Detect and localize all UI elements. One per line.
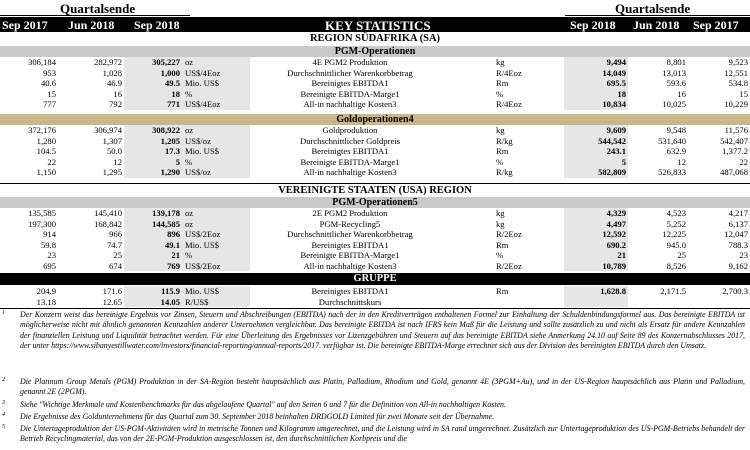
cell-ru [494,297,564,308]
cell-label: Goldproduktion [322,125,378,135]
cell-l2: 50.0 [106,146,122,156]
cell-r2: 4,523 [666,208,686,218]
cell-lu: oz [182,219,250,230]
cell-l2: 674 [109,260,122,271]
cell-lu: oz [182,208,250,219]
cell-l1: 22 [47,156,56,167]
table-row [0,229,750,240]
table-row [0,286,750,297]
cell-label: Durchschnittlicher Warenkorbbetrag [287,67,413,78]
quartalsende-right: Quartalsende [615,1,691,16]
cell-r3: 23 [739,250,748,260]
cell-l2: 306,974 [94,125,122,135]
table-row [0,136,750,147]
cell-ru: Rm [496,286,509,296]
table-row [0,250,750,261]
cell-lu: US$/2Eoz [182,229,250,240]
cell-l3: 21 [124,250,182,261]
cell-label: Durchschnittlicher Goldpreis [300,135,400,146]
cell-lu: Mio. US$ [182,78,250,89]
spacer-cell [450,286,494,297]
cell-lu: R/US$ [182,297,250,308]
cell-lu: US$/4Eoz [182,99,250,110]
cell-l1: 13.18 [36,296,56,307]
cell-r2: 8,526 [666,260,686,271]
table-row [0,261,750,272]
cell-r3: 15 [739,88,748,99]
table-row [0,297,750,308]
cell-r1: 1,628.8 [564,286,628,297]
cell-lu: US$/oz [182,167,250,178]
cell-r2: 16 [677,88,686,99]
column-header-bar [0,17,750,32]
cell-ru: kg [496,208,505,218]
cell-r1: 690.2 [564,240,628,251]
cell-r3: 12,551 [724,67,748,78]
cell-l2: 282,972 [94,57,122,67]
cell-l2: 25 [113,250,122,260]
cell-l3: 115.9 [124,286,182,297]
cell-l2: 12.65 [102,296,122,307]
cell-r2: 531,640 [658,135,686,146]
cell-lu: Mio. US$ [182,240,250,251]
col-header-left-1: Sep 2017 [2,18,48,32]
cell-lu: % [182,157,250,168]
cell-l2: 74.7 [106,239,122,250]
cell-r2: 9,548 [666,125,686,135]
cell-r3: 2,700.3 [722,286,748,296]
spacer-cell [450,219,494,230]
cell-r2: 12 [677,156,686,167]
table-row [0,89,750,100]
footnote-4: 4 Die Ergebnisse des Goldunternehmens für das Quartal zum 30. September 2018 beinhalten DRDGOLD Limited für zwei Monate seit der Übernahme. [2,412,495,421]
pgm-us-table [0,208,750,271]
cell-l3: 139,178 [124,208,182,219]
cell-r3 [688,297,750,308]
cell-r1: 544,542 [564,136,628,147]
gruppe-table [0,286,750,307]
cell-ru: % [496,250,504,260]
cell-ru: R/2Eoz [496,260,522,271]
cell-r1: 10,834 [564,99,628,110]
cell-r1: 14,049 [564,68,628,79]
cell-lu: Mio. US$ [182,286,250,297]
cell-ru: kg [496,57,505,67]
cell-r2: 2,171.5 [660,286,686,296]
cell-l1: 1,150 [36,167,56,177]
cell-r1: 582,809 [564,167,628,178]
section-pgm-us: PGM-Operationen5 [0,197,750,208]
cell-ru: Rm [496,239,509,250]
cell-lu: % [182,89,250,100]
page-title: KEY STATISTICS [325,18,431,33]
cell-r2: 8,801 [666,57,686,67]
cell-r1: 243.1 [564,146,628,157]
footnote-2: 2 Die Platinum Group Metals (PGM) Produktion in der SA-Region besteht hauptsächlich aus Platin, Palladium, Rhodium und Gold, genannt 4E (3PGM+Au), und in der US-Region hauptsächlich aus Platin und Palladium, genannt 2E (2PGM). [2,377,745,397]
cell-l1: 15 [47,88,56,99]
cell-r1: 9,494 [564,57,628,68]
cell-l2: 168,842 [94,218,122,229]
cell-l3: 18 [124,89,182,100]
cell-l1: 777 [43,99,56,109]
table-row [0,219,750,230]
cell-r3: 22 [739,156,748,167]
cell-r1 [564,297,628,308]
cell-label: PGM-Recycling5 [319,218,381,229]
col-header-left-2: Jun 2018 [68,18,115,32]
cell-ru: Rm [496,146,509,156]
cell-r3: 1,377.2 [722,146,748,156]
cell-l1: 40.6 [40,78,56,88]
cell-l2: 171.6 [102,286,122,296]
cell-r2: 593.6 [666,78,686,88]
table-row [0,68,750,79]
table-row [0,146,750,157]
cell-r3: 10,229 [724,99,748,109]
spacer-cell [450,240,494,251]
cell-r3: 487,068 [720,167,748,177]
cell-r2: 945.0 [666,239,686,250]
cell-lu: oz [182,57,250,68]
cell-r3: 12,047 [724,229,748,239]
cell-l3: 1,290 [124,167,182,178]
cell-l3: 5 [124,157,182,168]
cell-r3: 788.3 [728,239,748,250]
cell-l3: 308,922 [124,125,182,136]
cell-lu: Mio. US$ [182,146,250,157]
spacer-cell [450,57,494,68]
cell-r1: 5 [564,157,628,168]
region-us-heading: VEREINIGTE STAATEN (USA) REGION [0,183,750,197]
cell-label: Bereinigte EBITDA-Marge1 [300,88,400,99]
pgm-sa-table [0,57,750,110]
cell-l3: 14.05 [124,297,182,308]
cell-r1: 9,609 [564,125,628,136]
cell-ru: kg [496,218,505,229]
cell-ru: kg [496,125,505,135]
cell-l2: 1,295 [102,167,122,177]
cell-l3: 17.3 [124,146,182,157]
cell-l2: 966 [109,229,122,239]
cell-l2: 12 [113,156,122,167]
cell-label: Bereinigte EBITDA-Marge1 [300,156,400,167]
cell-l2: 1,028 [102,67,122,78]
cell-r3: 6,137 [728,218,748,229]
cell-l1: 372,176 [28,125,56,135]
cell-ru: R/kg [496,135,513,146]
cell-l2: 792 [109,99,122,109]
cell-r2: 13,013 [662,67,686,78]
cell-l1: 914 [43,229,56,239]
cell-l1: 104.5 [36,146,56,156]
cell-label: All-in nachhaltige Kosten3 [303,167,397,177]
cell-r1: 4,497 [564,219,628,230]
cell-r3: 534.8 [728,78,748,88]
cell-r1: 10,789 [564,261,628,272]
table-row [0,167,750,178]
cell-label: Durchschnittskurs [318,296,382,307]
cell-l3: 49.1 [124,240,182,251]
cell-r1: 695.5 [564,78,628,89]
cell-l1: 306,184 [28,57,56,67]
cell-l3: 1,000 [124,68,182,79]
cell-l1: 59.8 [40,239,56,250]
spacer-cell [450,250,494,261]
footnote-1: 1 Der Konzern weist das bereinigte Ergebnis vor Zinsen, Steuern und Abschreibungen (EBITDA) nach der in den Kreditverträgen enthaltenen Formel zur Einhaltung der Schuldenbindungsformel aus. Das bereinigte EBITDA ist möglicherweise nicht mit ähnlich genannten Kennzahlen anderer Unternehmen vergleichbar. Das bereinigte EBITDA ist nach IFRS kein Maß für die Leistung und sollte zusätzlich zu und nicht als Ersatz für andere Kennzahlen der finanziellen Leistung und Liquidität betrachtet werden. Für eine Überleitung des Ergebnisses vor Lizenzgebühren und Steuern auf das bereinigte EBITDA siehe Anmerkung 24.10 auf Seite 89 des Konzernabschlusses 2017, der unter https://www.sibanyestillwater.com/investors/financial-reporting/annual-reports/2017. verfügbar ist. Die bereinigte EBITDA-Marge errechnet sich aus der Division des bereinigten EBITDA durch den Umsatz. [2,310,745,350]
cell-l1: 135,585 [28,208,56,218]
gold-table [0,125,750,178]
cell-l3: 896 [124,229,182,240]
cell-r3: 542,407 [720,135,748,146]
section-gold: Goldoperationen4 [0,114,750,125]
spacer-cell [450,261,494,272]
cell-r1: 21 [564,250,628,261]
table-row [0,157,750,168]
spacer-cell [450,208,494,219]
cell-l3: 144,585 [124,219,182,230]
cell-l2: 16 [113,88,122,99]
cell-label: 2E PGM2 Produktion [312,208,388,218]
cell-lu: oz [182,125,250,136]
section-gruppe-label: GRUPPE [353,273,397,284]
col-header-left-3: Sep 2018 [134,18,180,32]
spacer-cell [450,125,494,136]
cell-l1: 23 [47,250,56,260]
spacer-cell [450,229,494,240]
cell-ru: R/2Eoz [496,229,522,239]
cell-ru: % [496,156,504,167]
table-row [0,240,750,251]
cell-ru: Rm [496,78,509,88]
spacer-cell [450,99,494,110]
cell-r1: 18 [564,89,628,100]
cell-l2: 46.9 [106,78,122,88]
cell-ru: R/kg [496,167,513,177]
spacer-cell [450,157,494,168]
cell-r1: 4,329 [564,208,628,219]
cell-r2: 5,252 [666,218,686,229]
cell-l1: 695 [43,260,56,271]
cell-r2: 632.9 [666,146,686,156]
spacer-cell [450,167,494,178]
cell-label: Bereinigte EBITDA-Marge1 [300,250,400,260]
cell-label: Bereinigtes EBITDA1 [311,78,389,88]
cell-l1: 204.9 [36,286,56,296]
cell-r3: 4,217 [728,208,748,218]
cell-r3: 11,576 [724,125,748,135]
cell-lu: US$/oz [182,136,250,147]
cell-label: 4E PGM2 Produktion [312,57,388,67]
footnote-3: 3 Siehe "Wichtige Merkmale und Kostenbenchmarks für das abgelaufene Quartal" auf den Seiten 6 und 7 für die Definition von All-in nachhaltigen Kosten. [2,400,506,409]
table-row [0,125,750,136]
col-header-right-2: Jun 2018 [633,18,680,32]
cell-ru: R/4Eoz [496,67,522,78]
table-row [0,78,750,89]
spacer-cell [450,89,494,100]
cell-l1: 1,280 [36,135,56,146]
cell-l3: 771 [124,99,182,110]
cell-l1: 197,300 [28,218,56,229]
cell-label: Bereinigtes EBITDA1 [311,146,389,156]
table-row [0,57,750,68]
cell-l3: 769 [124,261,182,272]
cell-ru: % [496,88,504,99]
cell-r3: 9,523 [728,57,748,67]
cell-r2: 12,225 [662,229,686,239]
table-row [0,99,750,110]
cell-l2: 1,307 [102,135,122,146]
col-header-right-3: Sep 2017 [693,18,739,32]
cell-l3: 305,227 [124,57,182,68]
region-sa-heading: REGION SÜDAFRIKA (SA) [309,33,441,44]
cell-ru: R/4Eoz [496,99,522,109]
cell-label: Bereinigtes EBITDA1 [311,239,389,250]
cell-lu: US$/4Eoz [182,68,250,79]
cell-r2: 10,025 [662,99,686,109]
cell-l3: 49.5 [124,78,182,89]
spacer-cell [450,136,494,147]
cell-lu: US$/2Eoz [182,261,250,272]
cell-r2: 526,833 [658,167,686,177]
cell-lu: % [182,250,250,261]
cell-label: Durchschnittlicher Warenkorbbetrag [287,229,413,239]
spacer-cell [450,78,494,89]
spacer-cell [450,146,494,157]
section-pgm-sa: PGM-Operationen [0,46,750,57]
footnote-5: 5 Die Untertageproduktion der US-PGM-Aktivitäten wird in metrische Tonnen und Kilogramm umgerechnet, und die Leistung wird in SA rand umgerechnet. Zusätzlich zur Untertageproduktion des US-PGM-Betriebs behandelt der Betrieb Recyclingmaterial, das von der 2E-PGM-Produktion ausgeschlossen ist, den durchschnittlichen Korbpreis und die [2,424,745,444]
cell-l3: 1,205 [124,136,182,147]
quartalsende-left: Quartalsende [60,1,136,16]
cell-label: All-in nachhaltige Kosten3 [303,99,397,109]
table-row [0,208,750,219]
cell-l1: 953 [43,67,56,78]
cell-label: All-in nachhaltige Kosten3 [303,260,397,271]
spacer-cell [450,297,494,308]
cell-r3: 9,162 [728,260,748,271]
spacer-cell [450,68,494,79]
cell-r1: 12,592 [564,229,628,240]
cell-label: Bereinigtes EBITDA1 [311,286,389,296]
cell-l2: 145,410 [94,208,122,218]
cell-r2: 25 [677,250,686,260]
col-header-right-1: Sep 2018 [570,18,616,32]
section-gruppe [0,273,750,285]
cell-r2 [628,297,688,308]
